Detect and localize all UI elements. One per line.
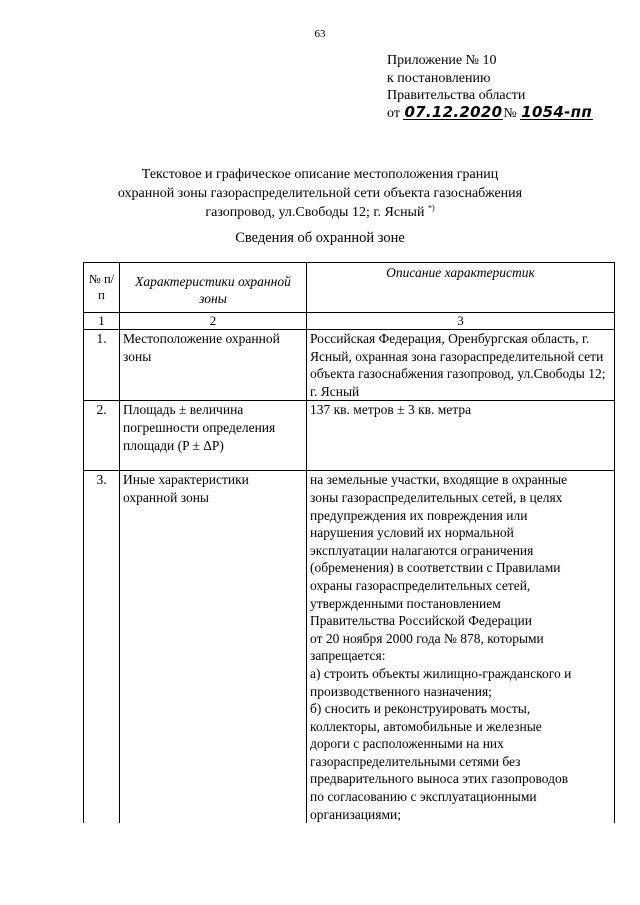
description-line: коллекторы, автомобильные и железные — [310, 718, 542, 734]
description-line: эксплуатации налагаются ограничения — [310, 542, 534, 558]
column-index-3: 3 — [307, 313, 615, 330]
title-line-1: Текстовое и графическое описание местоположения границ — [141, 167, 499, 182]
description-line: от 20 ноября 2000 года № 878, которыми — [310, 630, 544, 646]
document-title — [0, 165, 640, 222]
header-description: Описание характеристик — [307, 263, 615, 313]
description-line: утвержденными постановлением — [310, 595, 501, 611]
description-line: б) сносить и реконструировать мосты, — [310, 701, 531, 717]
row-label: Площадь ± величина погрешности определения площади (P ± ΔP) — [120, 401, 307, 471]
table-row — [84, 471, 615, 823]
handwritten-number: 1054-пп — [521, 102, 593, 121]
description-line: предупреждения их повреждения или — [310, 507, 528, 523]
number-sign: № — [503, 105, 517, 121]
description-line: газораспределительными сетями без — [310, 753, 521, 769]
row-number: 1. — [84, 330, 120, 401]
description-line: зоны газораспределительных сетей, в целях — [310, 489, 563, 505]
description-line: дороги с расположенными на них — [310, 736, 504, 752]
table-row — [84, 330, 615, 401]
column-index-2: 2 — [120, 313, 307, 330]
row-number: 3. — [84, 471, 120, 823]
description-line: по согласованию с эксплуатационными — [310, 789, 537, 805]
appendix-line-1: Приложение № 10 — [387, 53, 497, 68]
header-characteristics: Характеристики охранной зоны — [120, 263, 307, 313]
row-label: Иные характеристики охранной зоны — [120, 471, 307, 823]
row-description: Российская Федерация, Оренбургская область, г. Ясный, охранная зона газораспределительной сети объекта газоснабжения газопровод, ул.Свободы 12; г. Ясный — [307, 330, 615, 401]
date-prefix: от — [387, 105, 400, 121]
handwritten-date: 07.12.2020 — [404, 102, 503, 121]
column-index-row — [84, 313, 615, 330]
description-line: (обременения) в соответствии с Правилами — [310, 560, 561, 576]
row-description — [307, 471, 615, 823]
description-line: охраны газораспределительных сетей, — [310, 577, 531, 593]
description-line: предварительного выноса этих газопроводов — [310, 771, 569, 787]
description-line: организациями; — [310, 806, 401, 822]
zone-info-table — [83, 262, 615, 823]
appendix-line-3: Правительства области — [387, 88, 526, 103]
section-subtitle: Сведения об охранной зоне — [235, 230, 405, 246]
appendix-line-2: к постановлению — [387, 70, 491, 86]
table-row — [84, 401, 615, 471]
row-number: 2. — [84, 401, 120, 471]
header-num: № п/п — [84, 263, 120, 313]
title-line-3-text: газопровод, ул.Свободы 12; г. Ясный — [205, 205, 425, 220]
row-description: 137 кв. метров ± 3 кв. метра — [307, 401, 615, 471]
title-line-2: охранной зоны газораспределительной сети объекта газоснабжения — [117, 186, 523, 201]
description-line: нарушения условий их нормальной — [310, 525, 514, 541]
description-line: Правительства Российской Федерации — [310, 613, 532, 629]
table-header-row — [84, 263, 615, 313]
row-label: Местоположение охранной зоны — [120, 330, 307, 401]
appendix-block — [387, 52, 593, 122]
description-line: производственного назначения; — [310, 683, 492, 699]
description-line: а) строить объекты жилищно-гражданского и — [310, 665, 572, 681]
appendix-date-line — [387, 102, 593, 123]
column-index-1: 1 — [84, 313, 120, 330]
description-line: запрещается: — [310, 648, 386, 664]
description-line: на земельные участки, входящие в охранные — [310, 472, 568, 488]
footnote-mark: *) — [427, 203, 435, 213]
title-line-3 — [0, 203, 640, 222]
page-number: 63 — [314, 28, 326, 40]
